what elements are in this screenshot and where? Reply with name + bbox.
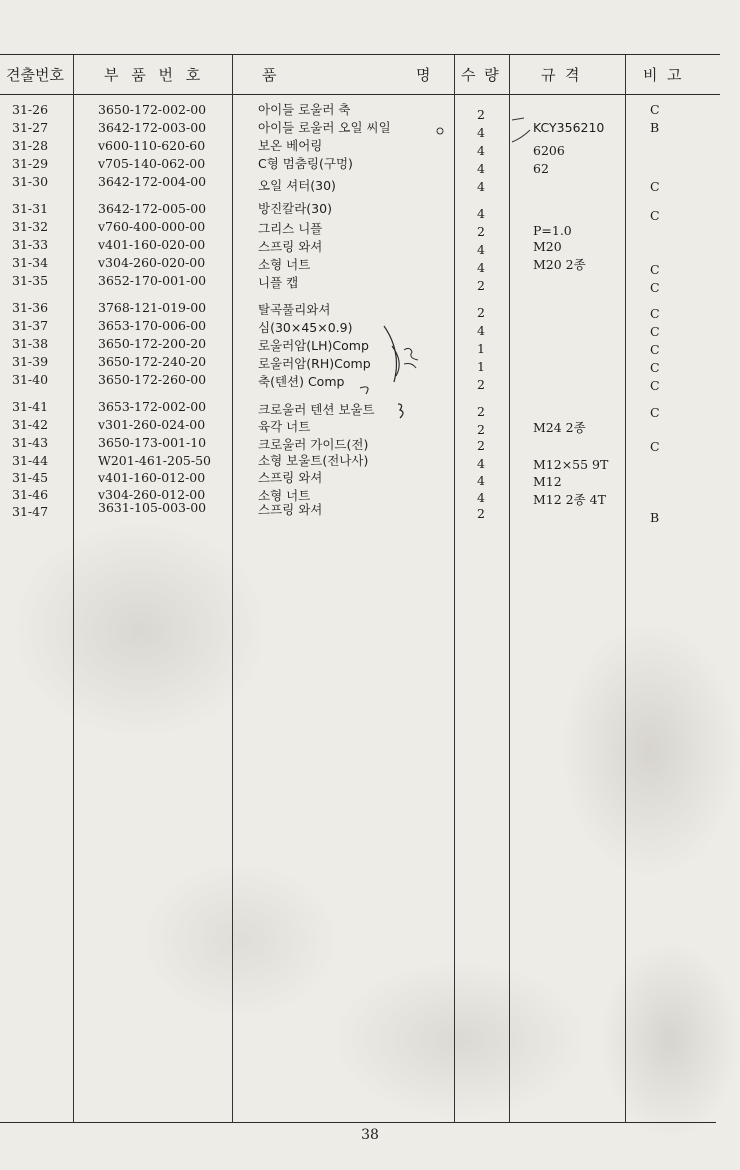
part-number: v301-260-024-00 xyxy=(98,417,206,432)
note: C xyxy=(650,208,660,223)
spec: M24 2종 xyxy=(533,420,586,435)
item-number: 31-32 xyxy=(12,219,49,234)
part-name: 오일 셔터(30) xyxy=(258,178,336,193)
header-part-number: 부 품 번 호 xyxy=(104,66,205,84)
item-number: 31-39 xyxy=(12,354,49,369)
item-number: 31-33 xyxy=(12,237,49,252)
part-number: 3650-172-260-00 xyxy=(98,372,207,387)
part-name: 육각 너트 xyxy=(258,419,311,434)
note: C xyxy=(650,179,660,194)
note: C xyxy=(650,324,660,339)
part-number: 3653-172-002-00 xyxy=(98,399,207,414)
quantity: 2 xyxy=(477,377,485,392)
pen-bracket-mark xyxy=(360,387,368,394)
pen-tick-mark xyxy=(512,130,530,142)
part-number: v401-160-012-00 xyxy=(98,470,206,485)
header-name-left: 품 xyxy=(262,66,277,84)
part-number: W201-461-205-50 xyxy=(98,453,212,468)
pen-scribble-mark xyxy=(404,348,418,360)
part-name: 스프링 와셔 xyxy=(258,502,323,517)
part-number: 3652-170-001-00 xyxy=(98,273,207,288)
quantity: 4 xyxy=(477,490,485,505)
quantity: 4 xyxy=(477,179,485,194)
note: B xyxy=(650,120,660,135)
paper-stain xyxy=(10,520,270,740)
spec: 62 xyxy=(533,161,549,176)
part-number: 3631-105-003-00 xyxy=(98,500,207,515)
part-number: 3768-121-019-00 xyxy=(98,300,207,315)
part-number: 3653-170-006-00 xyxy=(98,318,207,333)
quantity: 4 xyxy=(477,473,485,488)
part-name: 로울러암(RH)Comp xyxy=(258,356,371,371)
item-number: 31-29 xyxy=(12,156,49,171)
item-number: 31-31 xyxy=(12,201,49,216)
note: C xyxy=(650,360,660,375)
spec: 6206 xyxy=(533,143,565,158)
paper-stain xyxy=(140,860,340,1020)
item-number: 31-28 xyxy=(12,138,49,153)
paper-stain xyxy=(330,960,590,1120)
part-name: 스프링 와셔 xyxy=(258,239,323,254)
quantity: 4 xyxy=(477,143,485,158)
item-number: 31-34 xyxy=(12,255,49,270)
spec: M12 xyxy=(533,474,562,489)
note: C xyxy=(650,280,660,295)
item-number: 31-35 xyxy=(12,273,49,288)
part-number: 3650-172-240-20 xyxy=(98,354,207,369)
part-name: 심(30×45×0.9) xyxy=(258,320,353,335)
part-number: v304-260-020-00 xyxy=(98,255,206,270)
item-number: 31-27 xyxy=(12,120,49,135)
pen-scribble-mark xyxy=(404,364,416,369)
quantity: 2 xyxy=(477,422,485,437)
quantity: 2 xyxy=(477,224,485,239)
part-name: 소형 보울트(전나사) xyxy=(258,453,369,468)
note: C xyxy=(650,102,660,117)
spec: M20 2종 xyxy=(533,257,586,272)
pen-tick-mark xyxy=(512,118,524,120)
part-number: 3650-173-001-10 xyxy=(98,435,207,450)
part-name: 소형 너트 xyxy=(258,257,311,272)
item-number: 31-42 xyxy=(12,417,49,432)
item-number: 31-37 xyxy=(12,318,49,333)
part-name: 소형 너트 xyxy=(258,488,311,503)
header-no: 견출번호 xyxy=(6,66,64,84)
part-name: 스프링 와셔 xyxy=(258,470,323,485)
note: C xyxy=(650,342,660,357)
header-spec: 규 격 xyxy=(541,66,580,84)
item-number: 31-44 xyxy=(12,453,49,468)
header-name-right: 명 xyxy=(416,66,431,84)
spec: P=1.0 xyxy=(533,223,572,238)
part-name: 방진칼라(30) xyxy=(258,201,332,216)
quantity: 2 xyxy=(477,305,485,320)
quantity: 2 xyxy=(477,404,485,419)
part-name: 그리스 니플 xyxy=(258,221,323,236)
pen-bracket-mark xyxy=(384,326,396,382)
part-number: v600-110-620-60 xyxy=(98,138,206,153)
quantity: 2 xyxy=(477,107,485,122)
item-number: 31-40 xyxy=(12,372,49,387)
part-name: 로울러암(LH)Comp xyxy=(258,338,369,353)
part-name: 아이들 로울러 축 xyxy=(258,102,351,117)
part-name: 크로울러 가이드(전) xyxy=(258,437,369,452)
part-name: 아이들 로울러 오일 씨일 xyxy=(258,120,391,135)
spec: KCY356210 xyxy=(533,120,605,135)
part-number: 3642-172-003-00 xyxy=(98,120,207,135)
spec: M12 2종 4T xyxy=(533,492,606,507)
quantity: 2 xyxy=(477,438,485,453)
note: C xyxy=(650,378,660,393)
item-number: 31-43 xyxy=(12,435,49,450)
part-number: 3642-172-004-00 xyxy=(98,174,207,189)
note: C xyxy=(650,262,660,277)
quantity: 4 xyxy=(477,323,485,338)
part-name: C형 멈춤링(구멍) xyxy=(258,156,353,171)
quantity: 2 xyxy=(477,278,485,293)
part-name: 보온 베어링 xyxy=(258,138,323,153)
note: B xyxy=(650,510,660,525)
quantity: 2 xyxy=(477,506,485,521)
header-quantity: 수 량 xyxy=(461,66,501,84)
part-number: v401-160-020-00 xyxy=(98,237,206,252)
item-number: 31-46 xyxy=(12,487,49,502)
quantity: 4 xyxy=(477,125,485,140)
quantity: 4 xyxy=(477,161,485,176)
note: C xyxy=(650,405,660,420)
part-number: v705-140-062-00 xyxy=(98,156,206,171)
item-number: 31-47 xyxy=(12,504,49,519)
pen-scribble-mark xyxy=(398,404,403,418)
note: C xyxy=(650,306,660,321)
part-number: v760-400-000-00 xyxy=(98,219,206,234)
quantity: 4 xyxy=(477,242,485,257)
item-number: 31-30 xyxy=(12,174,49,189)
part-number: v304-260-012-00 xyxy=(98,487,206,502)
paper-stain xyxy=(560,620,740,880)
item-number: 31-26 xyxy=(12,102,49,117)
spec: M12×55 9T xyxy=(533,457,609,472)
note: C xyxy=(650,439,660,454)
quantity: 1 xyxy=(477,341,485,356)
item-number: 31-45 xyxy=(12,470,49,485)
page-number: 38 xyxy=(361,1127,379,1143)
pen-circle-mark xyxy=(437,128,443,134)
part-number: 3650-172-200-20 xyxy=(98,336,207,351)
quantity: 4 xyxy=(477,260,485,275)
header-note: 비 고 xyxy=(643,66,682,84)
part-number: 3650-172-002-00 xyxy=(98,102,207,117)
handwritten-marks xyxy=(0,0,740,540)
part-name: 축(텐션) Comp xyxy=(258,374,345,389)
part-name: 크로울러 텐션 보울트 xyxy=(258,402,375,417)
spec: M20 xyxy=(533,239,562,254)
quantity: 4 xyxy=(477,206,485,221)
quantity: 4 xyxy=(477,456,485,471)
item-number: 31-38 xyxy=(12,336,49,351)
paper-stain xyxy=(600,940,740,1140)
quantity: 1 xyxy=(477,359,485,374)
part-name: 탈곡풀리와셔 xyxy=(258,302,331,317)
item-number: 31-36 xyxy=(12,300,49,315)
item-number: 31-41 xyxy=(12,399,49,414)
part-number: 3642-172-005-00 xyxy=(98,201,207,216)
table-bottom-rule xyxy=(0,1122,716,1123)
part-name: 니플 캡 xyxy=(258,275,299,290)
